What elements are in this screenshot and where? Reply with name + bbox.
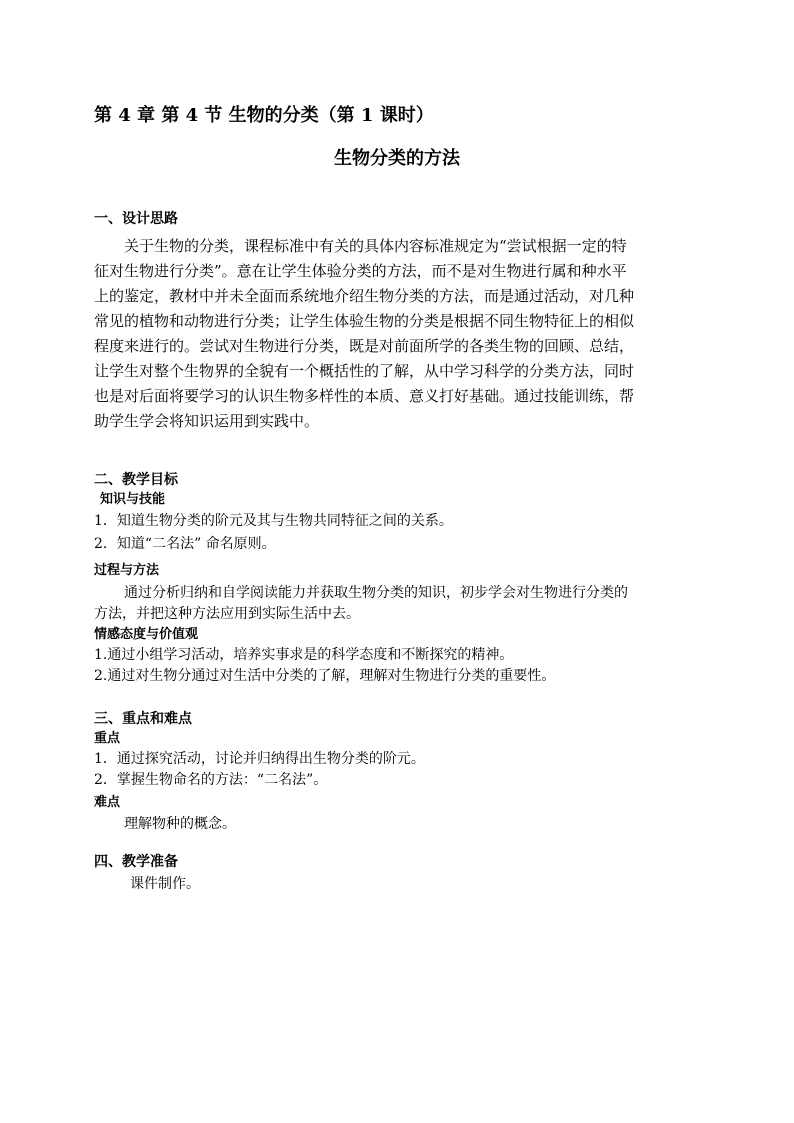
paragraph-line: 征对生物进行分类”。意在让学生体验分类的方法，而不是对生物进行属和种水平 [94, 262, 627, 280]
key-item: 1．通过探究活动，讨论并归纳得出生物分类的阶元。 [94, 751, 425, 767]
section1-heading: 一、设计思路 [94, 211, 178, 227]
paragraph-line: 方法，并把这种方法应用到实际生活中去。 [94, 606, 360, 622]
section1-paragraph [94, 234, 714, 434]
key-item: 2．掌握生物命名的方法：“二名法”。 [94, 772, 328, 788]
knowledge-item: 2．知道“二名法” 命名原则。 [94, 536, 276, 552]
section4-text: 课件制作。 [130, 876, 200, 892]
paragraph-line: 常见的植物和动物进行分类；让学生体验生物的分类是根据不同生物特征上的相似 [94, 312, 635, 330]
page-subtitle: 生物分类的方法 [334, 148, 460, 169]
knowledge-item: 1．知道生物分类的阶元及其与生物共同特征之间的关系。 [94, 513, 453, 529]
section4-heading: 四、教学准备 [94, 854, 178, 870]
paragraph-line: 也是对后面将要学习的认识生物多样性的本质、意义打好基础。通过技能训练，帮 [94, 387, 635, 405]
difficult-text: 理解物种的概念。 [124, 816, 236, 832]
emotion-item: 2.通过对生物分通过对生活中分类的了解，理解对生物进行分类的重要性。 [94, 668, 556, 684]
paragraph-line: 让学生对整个生物界的全貌有一个概括性的了解，从中学习科学的分类方法，同时 [94, 362, 635, 380]
emotion-item: 1.通过小组学习活动，培养实事求是的科学态度和不断探究的精神。 [94, 647, 514, 663]
paragraph-line: 助学生学会将知识运用到实践中。 [94, 412, 320, 430]
paragraph-line: 关于生物的分类，课程标准中有关的具体内容标准规定为“尝试根据一定的特 [124, 237, 627, 255]
key-heading: 重点 [94, 731, 121, 746]
page-title: 第 4 章 第 4 节 生物的分类（第 1 课时） [94, 105, 434, 126]
paragraph-line: 通过分析归纳和自学阅读能力并获取生物分类的知识，初步学会对生物进行分类的 [124, 585, 628, 601]
section2-heading: 二、教学目标 [94, 472, 178, 488]
section3-heading: 三、重点和难点 [94, 711, 192, 727]
knowledge-heading: 知识与技能 [100, 492, 166, 507]
process-paragraph [94, 583, 628, 625]
difficult-heading: 难点 [94, 795, 121, 810]
paragraph-line: 上的鉴定，教材中并未全面而系统地介绍生物分类的方法，而是通过活动，对几种 [94, 287, 635, 305]
paragraph-line: 程度来进行的。尝试对生物进行分类，既是对前面所学的各类生物的回顾、总结， [94, 337, 635, 355]
process-heading: 过程与方法 [94, 563, 160, 578]
emotion-heading: 情感态度与价值观 [94, 627, 199, 642]
